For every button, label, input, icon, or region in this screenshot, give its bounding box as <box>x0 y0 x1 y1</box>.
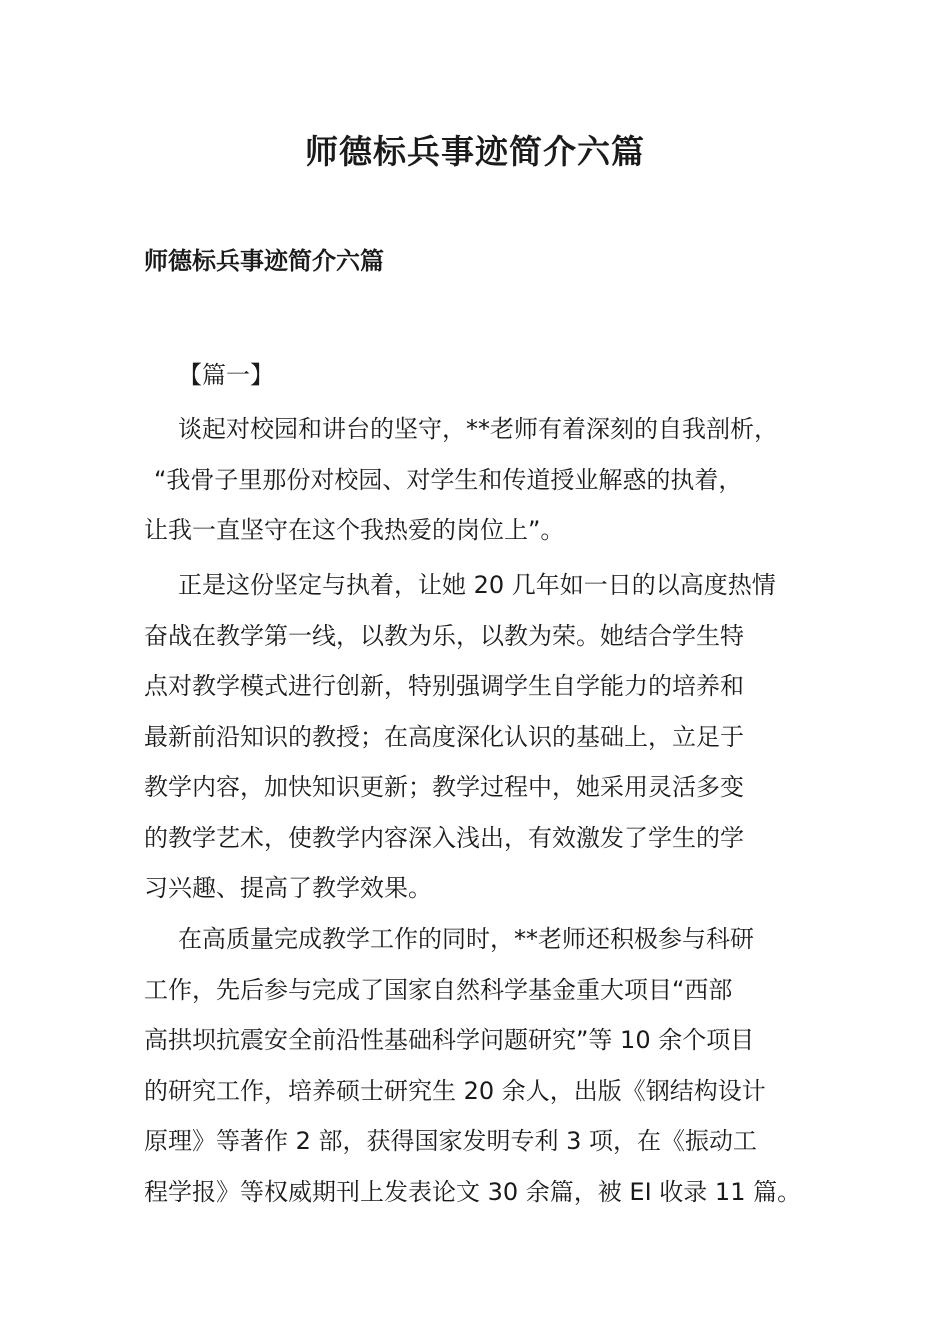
paragraph-line: 的研究工作，培养硕士研究生 20 余人，出版《钢结构设计 <box>144 1076 766 1105</box>
paragraph-line: 高拱坝抗震安全前沿性基础科学问题研究”等 10 余个项目 <box>144 1026 755 1054</box>
paragraph-line: 教学内容，加快知识更新；教学过程中，她采用灵活多变 <box>144 773 744 801</box>
paragraph-line: “我骨子里那份对校园、对学生和传道授业解惑的执着， <box>154 465 743 494</box>
paragraph-1 <box>144 404 814 556</box>
paragraph-line: 让我一直坚守在这个我热爱的岗位上”。 <box>144 516 565 544</box>
paragraph-line: 习兴趣、提高了教学效果。 <box>144 874 432 902</box>
section-label: 【篇一】 <box>178 361 274 389</box>
paragraph-line: 正是这份坚定与执着，让她 20 几年如一日的以高度热情 <box>178 571 776 599</box>
paragraph-line: 谈起对校园和讲台的坚守，**老师有着深刻的自我剖析， <box>178 415 778 443</box>
paragraph-line: 点对教学模式进行创新，特别强调学生自学能力的培养和 <box>144 672 744 700</box>
document-subtitle: 师德标兵事迹简介六篇 <box>144 247 384 275</box>
paragraph-line: 原理》等著作 2 部，获得国家发明专利 3 项，在《振动工 <box>144 1127 758 1155</box>
paragraph-line: 工作，先后参与完成了国家自然科学基金重大项目“西部 <box>144 975 733 1004</box>
paragraph-line: 程学报》等权威期刊上发表论文 30 余篇，被 EI 收录 11 篇。 <box>144 1177 802 1206</box>
paragraph-2 <box>144 560 814 914</box>
paragraph-line: 在高质量完成教学工作的同时，**老师还积极参与科研 <box>178 925 754 953</box>
paragraph-3 <box>144 914 814 1217</box>
paragraph-line: 最新前沿知识的教授；在高度深化认识的基础上，立足于 <box>144 722 744 751</box>
paragraph-line: 的教学艺术，使教学内容深入浅出，有效激发了学生的学 <box>144 823 744 852</box>
paragraph-line: 奋战在教学第一线，以教为乐，以教为荣。她结合学生特 <box>144 621 744 650</box>
document-title: 师德标兵事迹简介六篇 <box>305 132 645 171</box>
